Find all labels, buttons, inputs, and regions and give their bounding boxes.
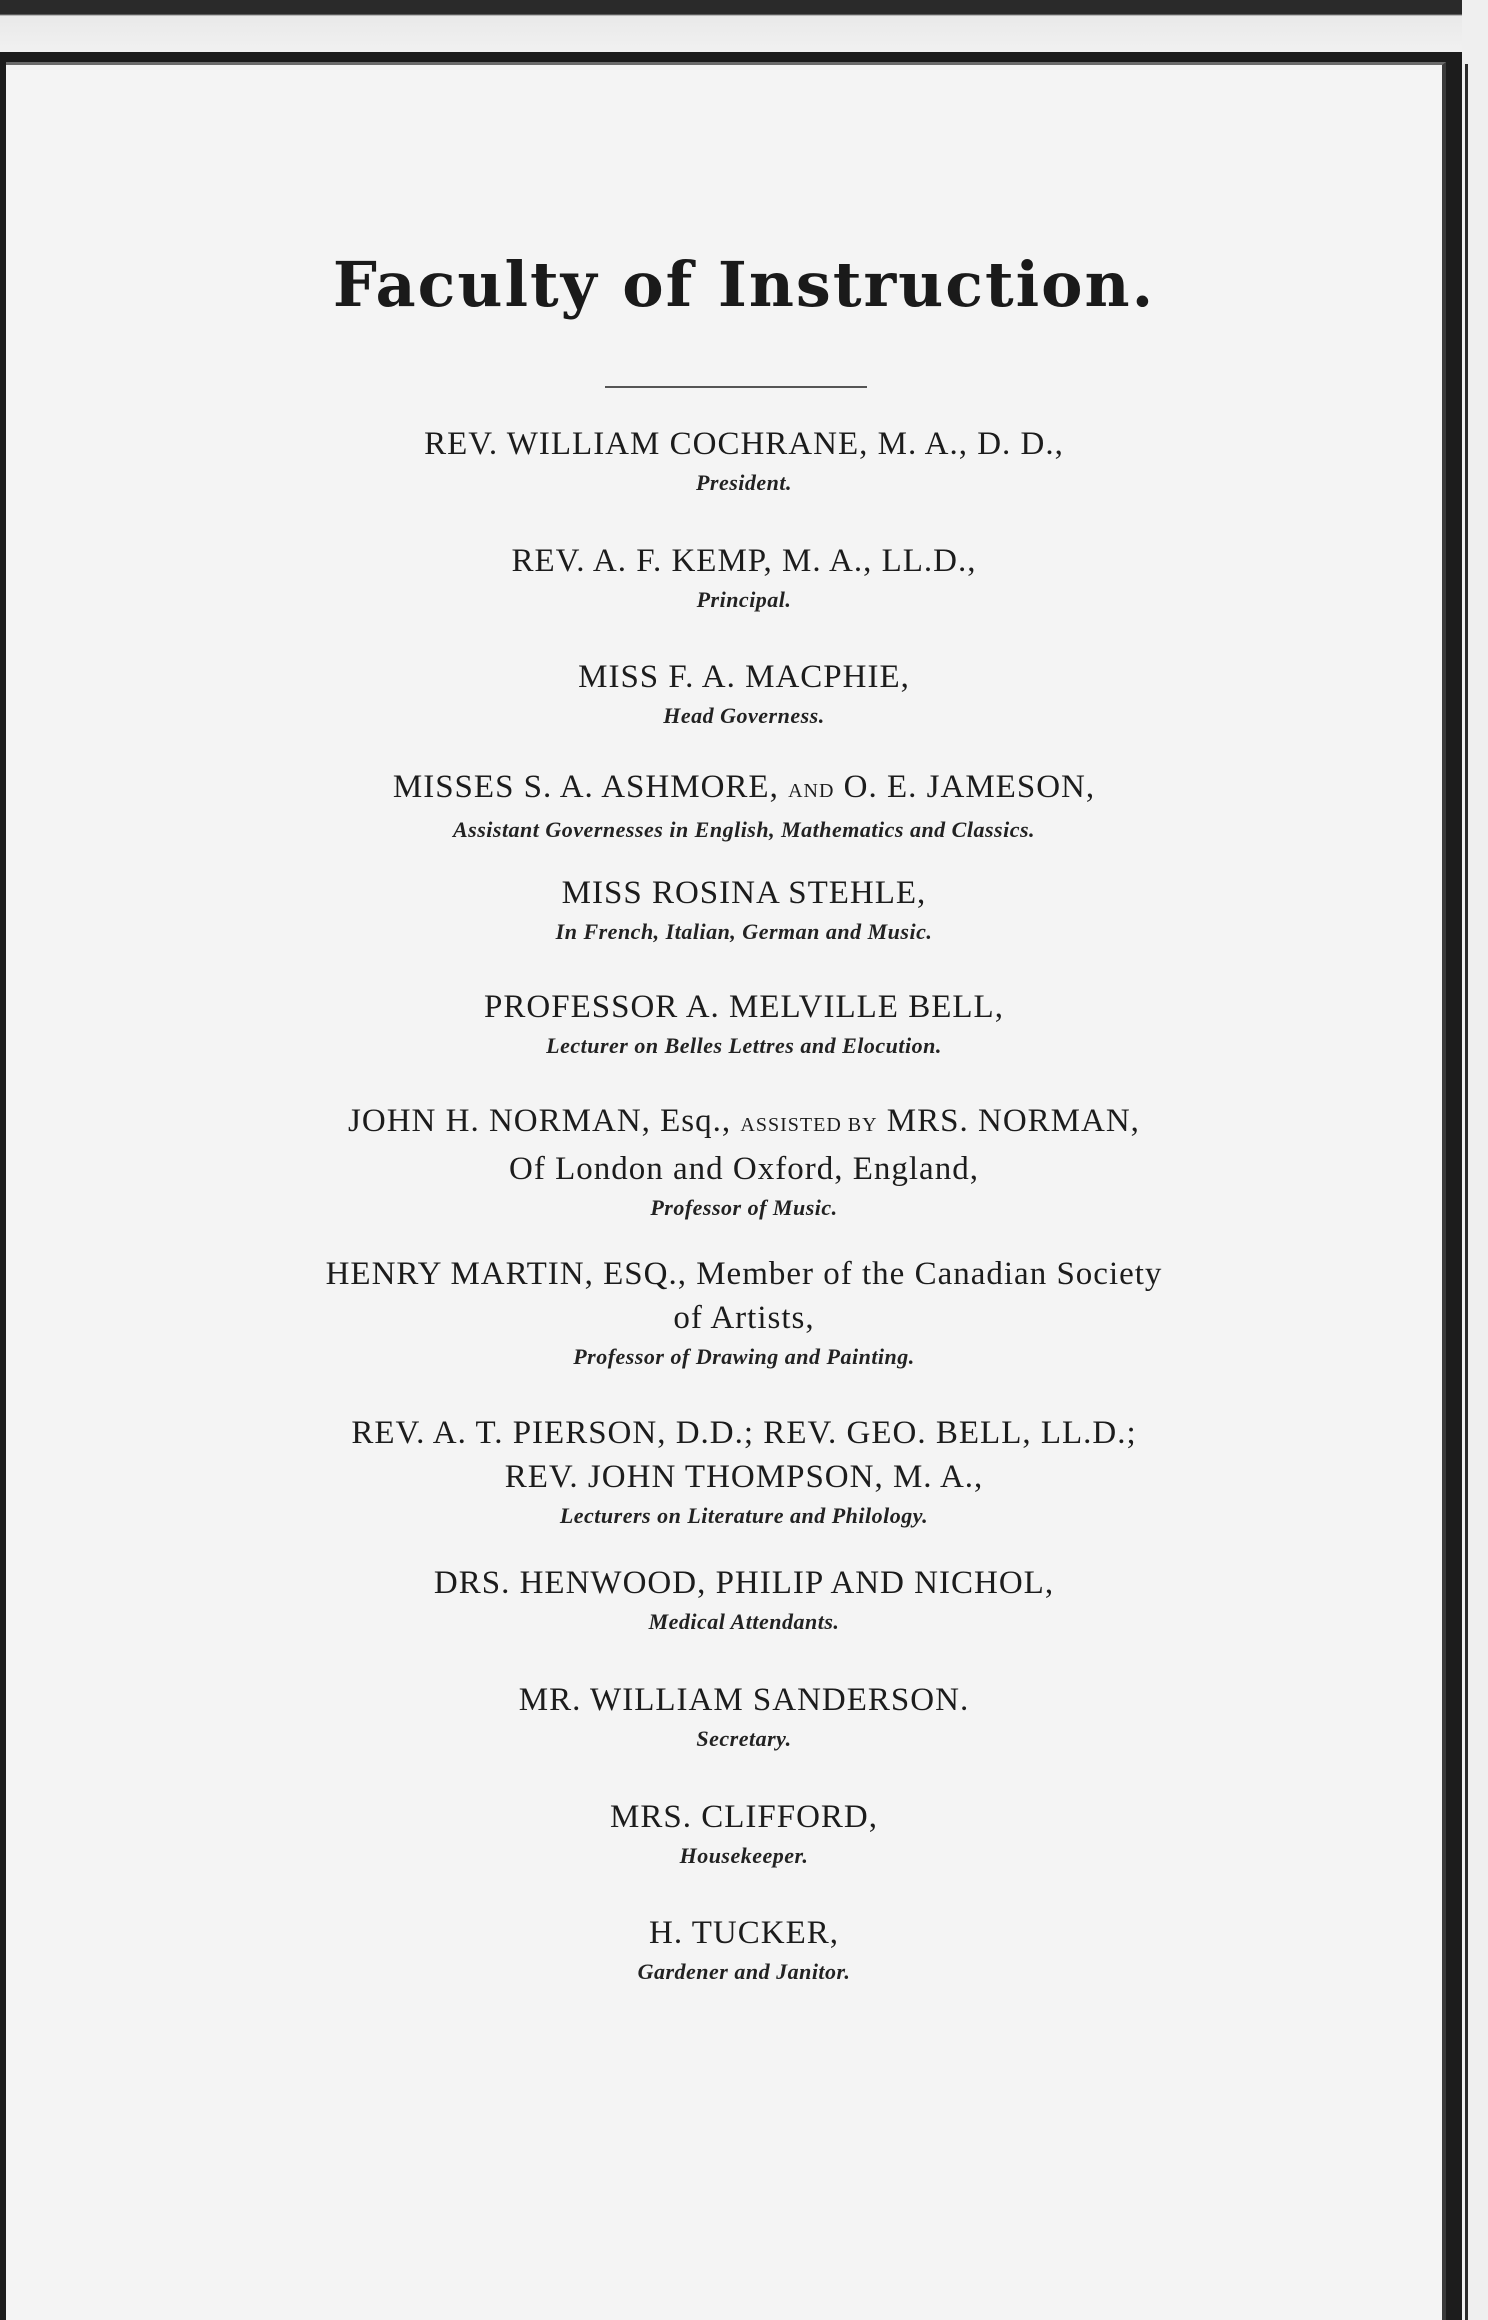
name-joiner: ASSISTED BY bbox=[740, 1114, 878, 1136]
faculty-name: MR. WILLIAM SANDERSON. bbox=[518, 1682, 970, 1718]
faculty-name: REV. WILLIAM COCHRANE, M. A., D. D., bbox=[424, 426, 1064, 462]
faculty-role: President. bbox=[695, 470, 793, 495]
faculty-role: Gardener and Janitor. bbox=[637, 1959, 851, 1984]
faculty-role: Lecturers on Literature and Philology. bbox=[559, 1503, 929, 1528]
faculty-role: Housekeeper. bbox=[679, 1843, 809, 1868]
faculty-name: H. TUCKER, bbox=[649, 1915, 839, 1951]
faculty-name-second: MRS. NORMAN, bbox=[886, 1103, 1140, 1139]
faculty-role: Secretary. bbox=[696, 1726, 792, 1751]
faculty-name: MISS F. A. MACPHIE, bbox=[578, 659, 910, 695]
faculty-name: DRS. HENWOOD, PHILIP AND NICHOL, bbox=[433, 1565, 1055, 1601]
faculty-entry-president bbox=[0, 422, 1488, 500]
faculty-entry-languages bbox=[0, 871, 1488, 949]
faculty-name: MISS ROSINA STEHLE, bbox=[561, 875, 927, 911]
faculty-name: HENRY MARTIN, ESQ., Member of the Canadian Society bbox=[325, 1256, 1163, 1292]
faculty-entry-literature bbox=[0, 1411, 1488, 1533]
faculty-name-line2: Of London and Oxford, England, bbox=[509, 1151, 979, 1187]
faculty-name: REV. A. F. KEMP, M. A., LL.D., bbox=[511, 543, 977, 579]
faculty-name-first: MISSES S. A. ASHMORE, bbox=[392, 769, 779, 805]
faculty-role: Principal. bbox=[696, 587, 792, 612]
faculty-role: Professor of Drawing and Painting. bbox=[573, 1344, 915, 1369]
faculty-entry-elocution bbox=[0, 985, 1488, 1063]
faculty-role: Professor of Music. bbox=[650, 1195, 838, 1220]
faculty-name: REV. A. T. PIERSON, D.D.; REV. GEO. BELL, LL.D.; bbox=[351, 1415, 1137, 1451]
faculty-role: Assistant Governesses in English, Mathematics and Classics. bbox=[452, 817, 1036, 842]
scan-top-strip bbox=[0, 0, 1488, 52]
faculty-name: PROFESSOR A. MELVILLE BELL, bbox=[484, 989, 1004, 1025]
faculty-name-line2: REV. JOHN THOMPSON, M. A., bbox=[504, 1459, 984, 1495]
faculty-entry-music bbox=[0, 1099, 1488, 1225]
page-title: Faculty of Instruction. bbox=[332, 248, 1156, 321]
faculty-name: MRS. CLIFFORD, bbox=[610, 1799, 878, 1835]
faculty-entry-housekeeper bbox=[0, 1795, 1488, 1873]
faculty-entry-principal bbox=[0, 539, 1488, 617]
faculty-entry-head-governess bbox=[0, 655, 1488, 733]
name-joiner: AND bbox=[788, 780, 835, 802]
title-divider bbox=[605, 386, 867, 388]
faculty-name bbox=[0, 765, 1488, 813]
faculty-entry-medical bbox=[0, 1561, 1488, 1639]
faculty-entry-secretary bbox=[0, 1678, 1488, 1756]
faculty-name-line2: of Artists, bbox=[673, 1300, 815, 1336]
faculty-name-second: O. E. JAMESON, bbox=[843, 769, 1096, 805]
faculty-role: Medical Attendants. bbox=[648, 1609, 840, 1634]
faculty-entry-drawing bbox=[0, 1252, 1488, 1374]
faculty-name-first: JOHN H. NORMAN, Esq., bbox=[348, 1103, 732, 1139]
faculty-entry-assistant-governesses bbox=[0, 765, 1488, 847]
faculty-entry-gardener bbox=[0, 1911, 1488, 1989]
faculty-name bbox=[0, 1099, 1488, 1147]
faculty-role: In French, Italian, German and Music. bbox=[555, 919, 933, 944]
faculty-role: Lecturer on Belles Lettres and Elocution. bbox=[546, 1033, 942, 1058]
faculty-role: Head Governess. bbox=[663, 703, 825, 728]
